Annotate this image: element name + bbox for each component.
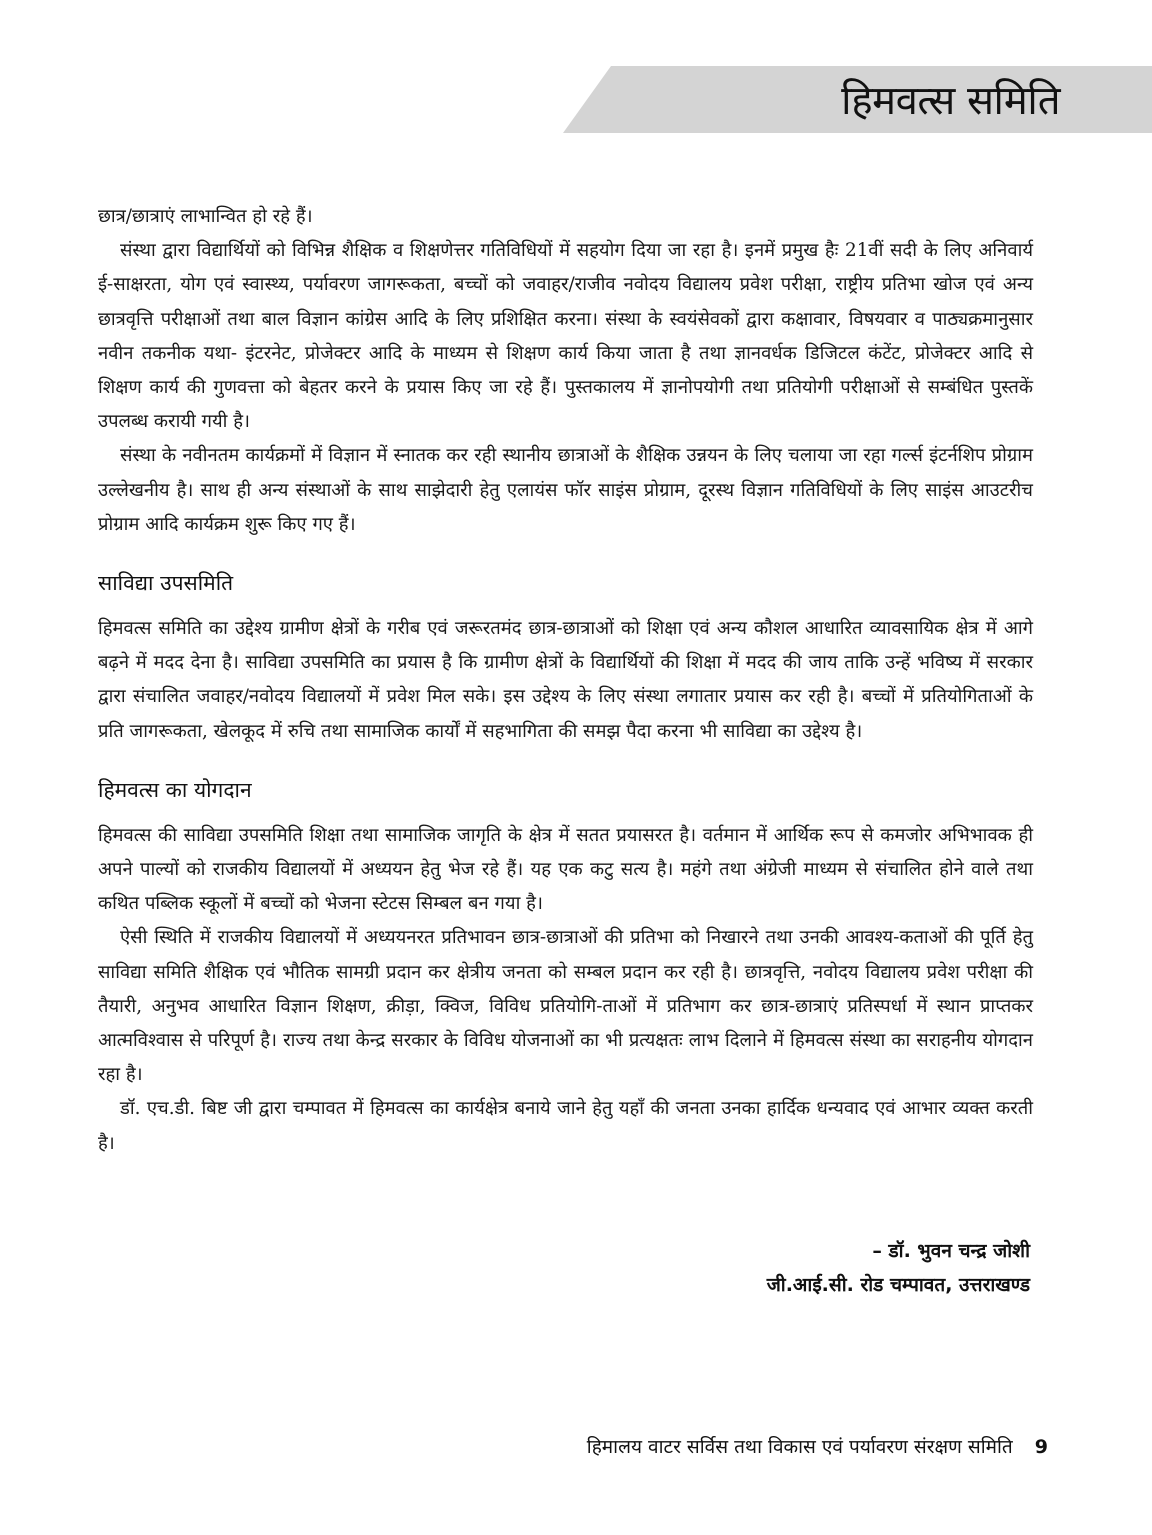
page-number: 9 bbox=[1034, 1436, 1048, 1458]
section-heading-savidya: साविद्या उपसमिति bbox=[98, 571, 234, 596]
section-heading-yogdan: हिमवत्स का योगदान bbox=[98, 777, 252, 802]
yogdan-paragraph: ऐसी स्थिति में राजकीय विद्यालयों में अध्ययनरत प्रतिभावन छात्र-छात्राओं की प्रतिभा को निखारने तथा उनकी आवश्य-कताओं की पूर्ति हेतु साविद्या समिति शैक्षिक एवं भौतिक सामग्री प्रदान कर क्षेत्रीय जनता को सम्बल प्रदान कर रही है। छात्रवृत्ति, नवोदय विद्यालय प्रवेश परीक्षा की तैयारी, अनुभव आधारित विज्ञान शिक्षण, क्रीड़ा, क्विज, विविध प्रतियोगि-ताओं में प्रतिभाग कर छात्र-छात्राएं प्रतिस्पर्धा में स्थान प्राप्तकर आत्मविश्वास से परिपूर्ण है। राज्य तथा केन्द्र सरकार के विविध योजनाओं का भी प्रत्यक्षतः लाभ दिलाने में हिमवत्स संस्था का सराहनीय योगदान रहा है। bbox=[98, 927, 1033, 1086]
page-footer bbox=[587, 1432, 1048, 1462]
intro-paragraph: छात्र/छात्राएं लाभान्वित हो रहे हैं। bbox=[98, 206, 313, 227]
savidya-paragraph: हिमवत्स समिति का उद्देश्य ग्रामीण क्षेत्रों के गरीब एवं जरूरतमंद छात्र-छात्राओं को शिक्षा एवं अन्य कौशल आधारित व्यावसायिक क्षेत्र में आगे बढ़ने में मदद देना है। साविद्या उपसमिति का प्रयास है कि ग्रामीण क्षेत्रों के विद्यार्थियों की शिक्षा में मदद की जाय ताकि उन्हें भविष्य में सरकार द्वारा संचालित जवाहर/नवोदय विद्यालयों में प्रवेश मिल सके। इस उद्देश्य के लिए संस्था लगातार प्रयास कर रही है। बच्चों में प्रतियोगिताओं के प्रति जागरूकता, खेलकूद में रुचि तथा सामाजिक कार्यों में सहभागिता की समझ पैदा करना भी साविद्या का उद्देश्य है। bbox=[98, 618, 1033, 742]
intro-paragraph: संस्था के नवीनतम कार्यक्रमों में विज्ञान में स्नातक कर रही स्थानीय छात्राओं के शैक्षिक उन्नयन के लिए चलाया जा रहा गर्ल्स इंटर्नशिप प्रोग्राम उल्लेखनीय है। साथ ही अन्य संस्थाओं के साथ साझेदारी हेतु एलायंस फॉर साइंस प्रोग्राम, दूरस्थ विज्ञान गतिविधियों के लिए साइंस आउटरीच प्रोग्राम आदि कार्यक्रम शुरू किए गए हैं। bbox=[98, 445, 1033, 535]
article-body bbox=[98, 200, 1033, 1161]
yogdan-paragraph: डॉ. एच.डी. बिष्ट जी द्वारा चम्पावत में हिमवत्स का कार्यक्षेत्र बनाये जाने हेतु यहाँ की जनता उनका हार्दिक धन्यवाद एवं आभार व्यक्त करती है। bbox=[98, 1098, 1033, 1154]
footer-organization: हिमालय वाटर सर्विस तथा विकास एवं पर्यावरण संरक्षण समिति bbox=[586, 1436, 1013, 1458]
yogdan-paragraph: हिमवत्स की साविद्या उपसमिति शिक्षा तथा सामाजिक जागृति के क्षेत्र में सतत प्रयासरत है। वर्तमान में आर्थिक रूप से कमजोर अभिभावक ही अपने पाल्यों को राजकीय विद्यालयों में अध्ययन हेतु भेज रहे हैं। यह एक कटु सत्य है। महंगे तथा अंग्रेजी माध्यम से संचालित होने वाले तथा कथित पब्लिक स्कूलों में बच्चों को भेजना स्टेटस सिम्बल बन गया है। bbox=[98, 824, 1033, 915]
intro-paragraph: संस्था द्वारा विद्यार्थियों को विभिन्न शैक्षिक व शिक्षणेत्तर गतिविधियों में सहयोग दिया जा रहा है। इनमें प्रमुख हैः 21वीं सदी के लिए अनिवार्य ई-साक्षरता, योग एवं स्वास्थ्य, पर्यावरण जागरूकता, बच्चों को जवाहर/राजीव नवोदय विद्यालय प्रवेश परीक्षा, राष्ट्रीय प्रतिभा खोज एवं अन्य छात्रवृत्ति परीक्षाओं तथा बाल विज्ञान कांग्रेस आदि के लिए प्रशिक्षित करना। संस्था के स्वयंसेवकों द्वारा कक्षावार, विषयवार व पाठ्यक्रमानुसार नवीन तकनीक यथा- इंटरनेट, प्रोजेक्टर आदि के माध्यम से शिक्षण कार्य किया जाता है तथा ज्ञानवर्धक डिजिटल कंटेंट, प्रोजेक्टर आदि से शिक्षण कार्य की गुणवत्ता को बेहतर करने के प्रयास किए जा रहे हैं। पुस्तकालय में ज्ञानोपयोगी तथा प्रतियोगी परीक्षाओं से सम्बंधित पुस्तकें उपलब्ध करायी गयी है। bbox=[98, 240, 1033, 433]
author-signature bbox=[767, 1234, 1030, 1302]
page-title: हिमवत्स समिति bbox=[841, 78, 1060, 124]
author-address: जी.आई.सी. रोड चम्पावत, उत्तराखण्ड bbox=[766, 1274, 1030, 1296]
author-name: – डॉ. भुवन चन्द्र जोशी bbox=[872, 1240, 1030, 1262]
